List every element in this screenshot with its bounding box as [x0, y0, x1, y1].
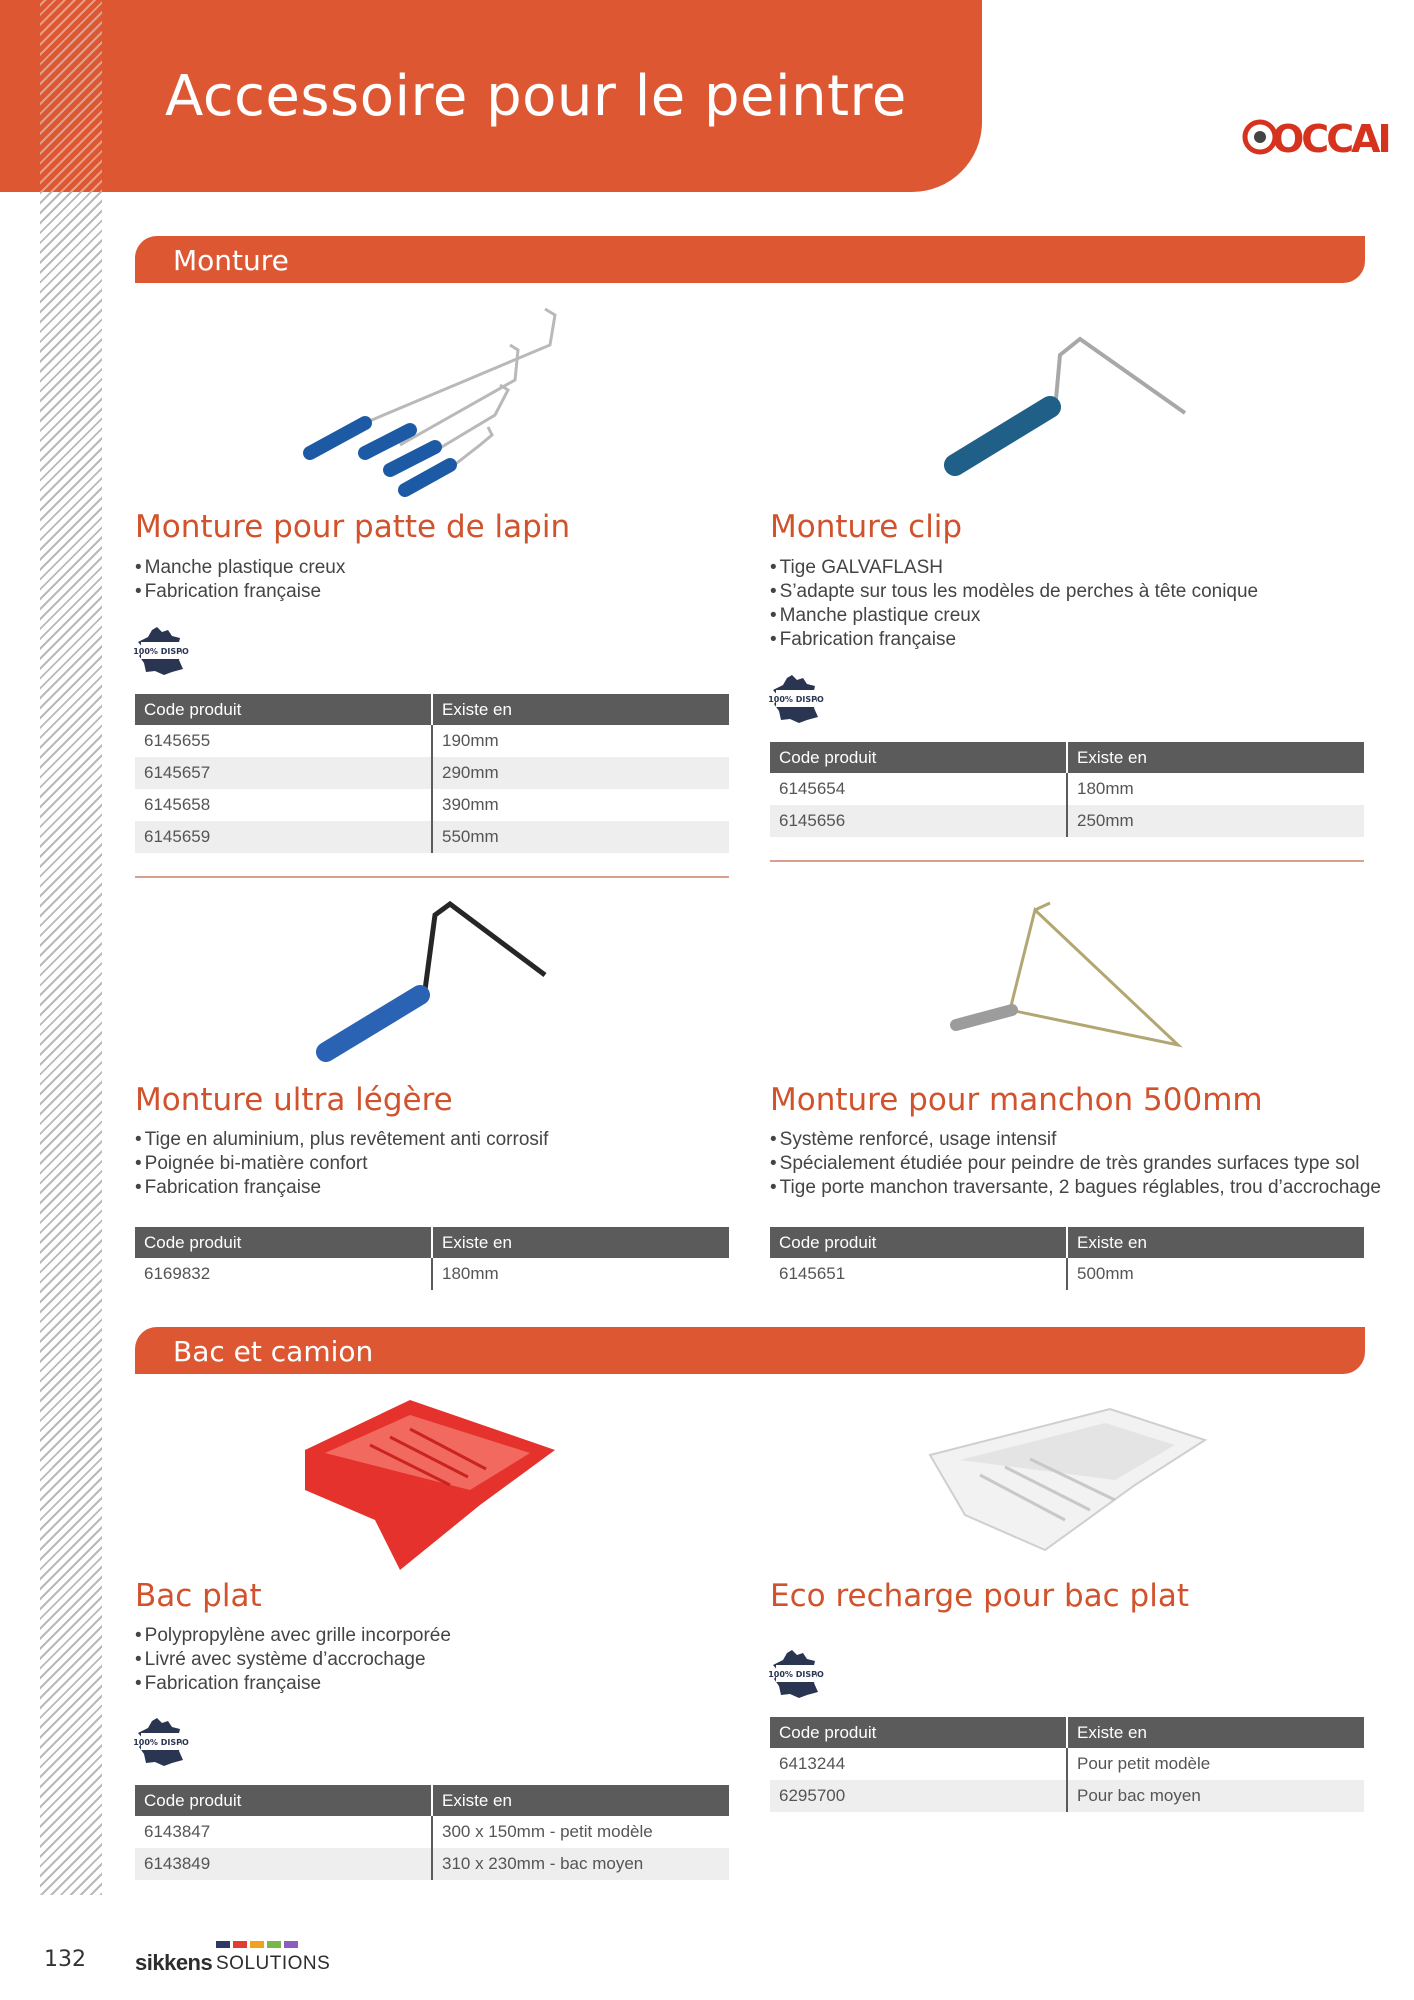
product-table [770, 1717, 1364, 1812]
product-bullets [135, 1624, 451, 1696]
table-cell: 190mm [432, 725, 729, 757]
product-title: Monture ultra légère [135, 1082, 453, 1118]
table-row [770, 805, 1364, 837]
dispo-badge-icon [135, 625, 187, 677]
table-cell: 390mm [432, 789, 729, 821]
table-cell: 180mm [432, 1258, 729, 1290]
table-row [135, 725, 729, 757]
table-header: Existe en [1067, 1227, 1364, 1258]
table-row [135, 789, 729, 821]
bullet-item: • Livré avec système d’accrochage [135, 1648, 451, 1672]
table-header: Code produit [770, 1717, 1067, 1748]
bullet-item: • Tige porte manchon traversante, 2 bagues réglables, trou d’accrochage [770, 1176, 1381, 1200]
table-cell: 6143849 [135, 1848, 432, 1880]
page-number: 132 [44, 1947, 86, 1972]
bullet-item: • Tige GALVAFLASH [770, 556, 1258, 580]
table-header: Code produit [135, 1227, 432, 1258]
table-row [135, 1258, 729, 1290]
table-row [770, 1258, 1364, 1290]
table-cell: 290mm [432, 757, 729, 789]
product-title: Monture pour patte de lapin [135, 509, 571, 545]
page-title: Accessoire pour le peintre [165, 64, 907, 129]
dispo-badge-text: 100% DISPO [133, 1738, 189, 1747]
section-title: Bac et camion [173, 1335, 374, 1368]
table-header: Existe en [432, 1227, 729, 1258]
bullet-item: • Fabrication française [135, 580, 345, 604]
table-header: Existe en [432, 1785, 729, 1816]
dispo-badge-text: 100% DISPO [133, 647, 189, 656]
occai-logo [1240, 112, 1389, 162]
table-header: Existe en [1067, 742, 1364, 773]
footer-brand: sikkens [135, 1950, 213, 1975]
dispo-badge-text: 100% DISPO [768, 1670, 824, 1679]
bullet-item: • Polypropylène avec grille incorporée [135, 1624, 451, 1648]
decorative-stripes-header [40, 0, 102, 192]
divider [135, 876, 729, 878]
dispo-badge-icon [770, 673, 822, 725]
table-cell: 6143847 [144, 1822, 211, 1841]
table-cell: 300 x 150mm - petit modèle [432, 1816, 729, 1848]
table-row [135, 1816, 729, 1848]
table-row [770, 1748, 1364, 1780]
table-cell: 6169832 [144, 1264, 211, 1283]
table-cell: 6145651 [779, 1264, 846, 1283]
bullet-item: • S’adapte sur tous les modèles de perches à tête conique [770, 580, 1258, 604]
table-row [770, 773, 1364, 805]
table-row [135, 821, 729, 853]
bullet-item: • Fabrication française [135, 1176, 548, 1200]
table-cell: 180mm [1067, 773, 1364, 805]
product-bullets [135, 1128, 548, 1200]
table-cell: Pour bac moyen [1067, 1780, 1364, 1812]
table-cell: 6145658 [144, 795, 211, 814]
product-bullets [770, 1128, 1381, 1200]
product-table [135, 1785, 729, 1880]
divider [770, 860, 1364, 862]
footer-color-bars [216, 1941, 298, 1948]
table-header: Code produit [135, 1785, 432, 1816]
table-cell: 310 x 230mm - bac moyen [432, 1848, 729, 1880]
product-table [135, 1227, 729, 1290]
product-image-eco-recharge [925, 1405, 1210, 1555]
table-cell: 6295700 [770, 1780, 1067, 1812]
logo-text: OCCAI [1272, 117, 1389, 161]
table-cell: Pour petit modèle [1067, 1748, 1364, 1780]
table-cell: 6145655 [144, 731, 211, 750]
product-image-bac-plat [300, 1395, 560, 1575]
table-header: Code produit [770, 742, 1067, 773]
bullet-item: • Fabrication française [770, 628, 1258, 652]
section-title: Monture [173, 244, 289, 277]
table-cell: 6145656 [770, 805, 1067, 837]
product-image-monture-clip [945, 335, 1190, 485]
table-cell: 6145654 [779, 779, 846, 798]
table-cell: 550mm [432, 821, 729, 853]
bullet-item: • Spécialement étudiée pour peindre de très grandes surfaces type sol [770, 1152, 1381, 1176]
product-title: Bac plat [135, 1578, 262, 1614]
table-row [770, 1780, 1364, 1812]
table-header: Existe en [1067, 1717, 1364, 1748]
product-table [770, 1227, 1364, 1290]
product-title: Eco recharge pour bac plat [770, 1578, 1189, 1614]
table-cell: 6413244 [779, 1754, 846, 1773]
bullet-item: • Manche plastique creux [770, 604, 1258, 628]
product-title: Monture clip [770, 509, 963, 545]
product-table [135, 694, 729, 853]
product-image-manchon-500 [950, 895, 1185, 1060]
table-cell: 500mm [1067, 1258, 1364, 1290]
bullet-item: • Manche plastique creux [135, 556, 345, 580]
product-title: Monture pour manchon 500mm [770, 1082, 1263, 1118]
table-header: Existe en [432, 694, 729, 725]
section-bar-bac-camion [135, 1327, 1365, 1374]
bullet-item: • Système renforcé, usage intensif [770, 1128, 1381, 1152]
table-cell: 250mm [1067, 805, 1364, 837]
product-table [770, 742, 1364, 837]
decorative-stripes [40, 0, 102, 1895]
table-cell: 6145659 [135, 821, 432, 853]
table-row [135, 1848, 729, 1880]
product-bullets [770, 556, 1258, 652]
bullet-item: • Tige en aluminium, plus revêtement anti corrosif [135, 1128, 548, 1152]
bullet-item: • Fabrication française [135, 1672, 451, 1696]
table-header: Code produit [135, 694, 432, 725]
dispo-badge-text: 100% DISPO [768, 695, 824, 704]
section-bar-monture [135, 236, 1365, 283]
product-bullets [135, 556, 345, 604]
table-row [135, 757, 729, 789]
table-cell: 6145657 [135, 757, 432, 789]
dispo-badge-icon [135, 1716, 187, 1768]
product-image-patte-lapin [300, 305, 570, 505]
product-image-ultra-legere [310, 900, 560, 1070]
bullet-item: • Poignée bi-matière confort [135, 1152, 548, 1176]
table-header: Code produit [770, 1227, 1067, 1258]
dispo-badge-icon [770, 1648, 822, 1700]
footer-solutions: SOLUTIONS [216, 1953, 331, 1974]
